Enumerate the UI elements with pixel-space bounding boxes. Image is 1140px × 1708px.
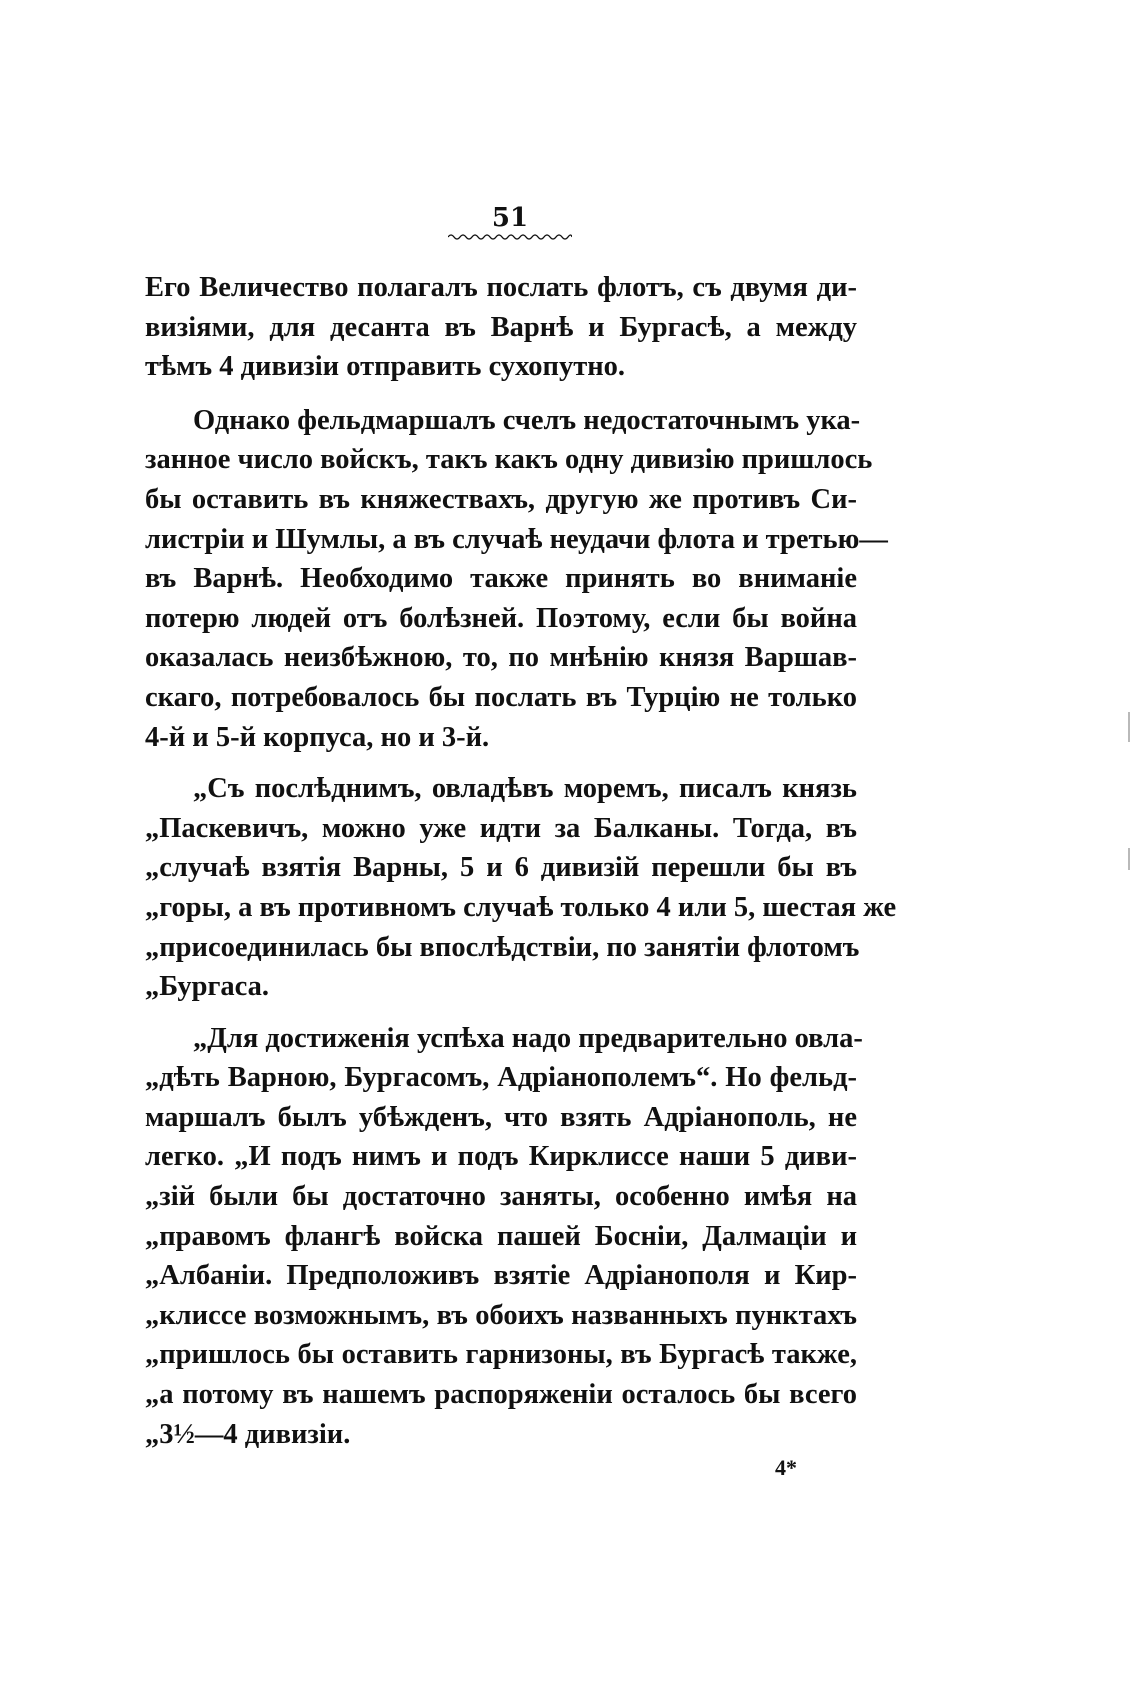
paragraph-3 xyxy=(145,769,897,1007)
paragraph-1 xyxy=(145,268,857,387)
text-line: „Албаніи. Предположивъ взятіе Адріанополя и Кир- xyxy=(145,1260,857,1292)
text-line: „клиссе возможнымъ, въ обоихъ названныхъ пунктахъ xyxy=(145,1299,857,1331)
body-text xyxy=(145,268,897,1454)
paragraph-2 xyxy=(145,401,888,757)
page-number-ornament xyxy=(448,232,572,242)
text-line: „Бургаса. xyxy=(145,971,270,1003)
text-line: „Паскевичъ, можно уже идти за Балканы. Тогда, въ xyxy=(145,812,857,844)
page-number: 51 xyxy=(491,203,529,233)
text-line: „а потому въ нашемъ распоряженіи осталось бы всего xyxy=(145,1379,857,1411)
text-line: листріи и Шумлы, а въ случаѣ неудачи флота и третью— xyxy=(145,523,888,555)
text-line: скаго, потребовалось бы послать въ Турцію не только xyxy=(145,681,857,713)
text-line: Однако фельдмаршалъ счелъ недостаточнымъ ука- xyxy=(193,404,861,436)
text-line: „пришлось бы оставить гарнизоны, въ Бургасѣ также, xyxy=(145,1339,857,1371)
text-line: „зій были бы достаточно заняты, особенно имѣя на xyxy=(145,1181,857,1213)
text-line: потерю людей отъ болѣзней. Поэтому, если бы война xyxy=(145,602,857,634)
scan-edge-mark xyxy=(1128,712,1130,742)
text-line: оказалась неизбѣжною, то, по мнѣнію князя Варшав- xyxy=(145,642,857,674)
text-line: „присоединилась бы впослѣдствіи, по занятіи флотомъ xyxy=(145,931,860,963)
text-line: 4-й и 5-й корпуса, но и 3-й. xyxy=(145,721,490,753)
text-line: визіями, для десанта въ Варнѣ и Бургасѣ, а между xyxy=(145,311,857,343)
text-line: маршалъ былъ убѣжденъ, что взять Адріанополь, не xyxy=(145,1101,857,1133)
text-line: Его Величество полагалъ послать флотъ, съ двумя ди- xyxy=(145,272,857,303)
signature-mark: 4* xyxy=(775,1455,797,1480)
paragraph-4 xyxy=(145,1019,863,1455)
text-line: легко. „И подъ нимъ и подъ Кирклиссе наши 5 диви- xyxy=(145,1141,857,1173)
text-line: „3½—4 дивизіи. xyxy=(145,1418,351,1450)
text-line: „правомъ флангѣ войска пашей Босніи, Далмаціи и xyxy=(145,1220,857,1252)
text-line: „случаѣ взятія Варны, 5 и 6 дивизій перешли бы въ xyxy=(145,852,857,884)
text-line: „горы, а въ противномъ случаѣ только 4 или 5, шестая же xyxy=(145,891,897,923)
text-line: „Съ послѣднимъ, овладѣвъ моремъ, писалъ князь xyxy=(193,773,857,805)
scan-edge-mark xyxy=(1128,848,1130,870)
text-line: въ Варнѣ. Необходимо также принять во вниманіе xyxy=(145,563,857,595)
text-line: занное число войскъ, такъ какъ одну дивизію пришлось xyxy=(145,444,873,476)
text-line: „Для достиженія успѣха надо предварительно овла- xyxy=(193,1022,863,1054)
text-line: бы оставить въ княжествахъ, другую же противъ Си- xyxy=(145,483,857,515)
text-line: „дѣть Варною, Бургасомъ, Адріанополемъ“. Но фельд- xyxy=(145,1062,857,1094)
text-line: тѣмъ 4 дивизіи отправить сухопутно. xyxy=(145,351,626,383)
